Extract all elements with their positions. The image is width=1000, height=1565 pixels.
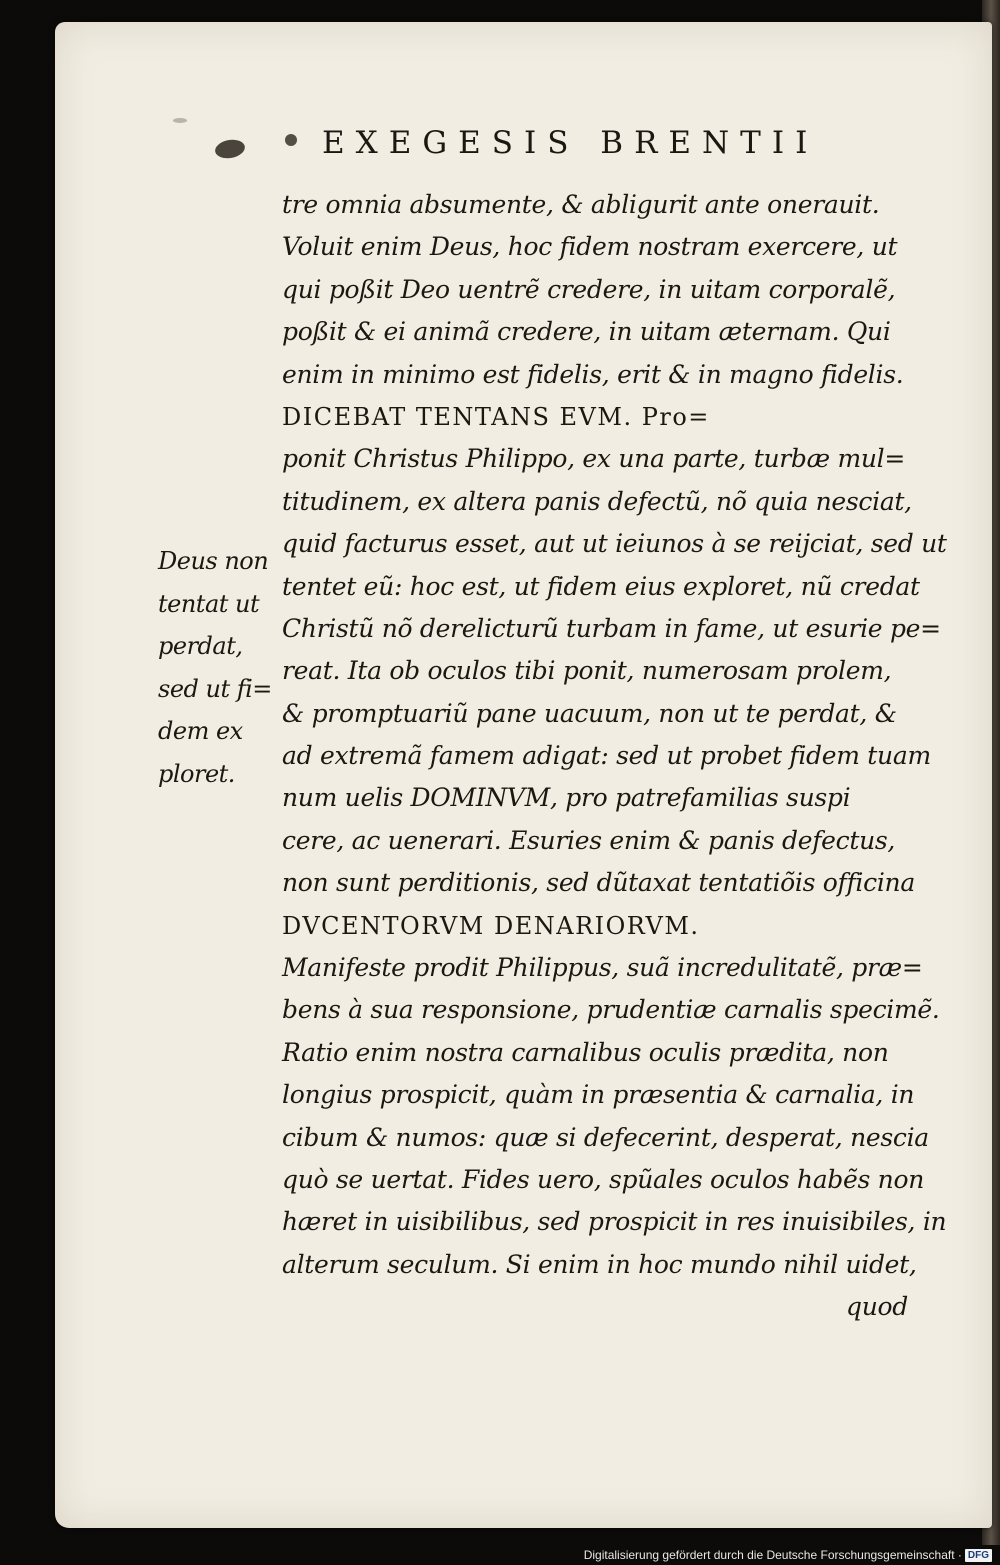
text-line: cibum & numos: quæ si defecerint, desperat, nescia [282,1122,929,1152]
main-text-block [282,184,947,1329]
text-line: reat. Ita ob oculos tibi ponit, numerosam prolem, [282,656,892,686]
text-line: titudinem, ex altera panis defectũ, nõ quia nesciat, [282,486,912,516]
ink-stain [285,134,297,146]
text-line: poßit & ei animã credere, in uitam æternam. Qui [282,317,891,347]
text-line: quid facturus esset, aut ut ieiunos à se reijciat, sed ut [282,529,947,559]
text-line: Ratio enim nostra carnalibus oculis prædita, non [282,1037,889,1067]
text-line: non sunt perditionis, sed dũtaxat tentatiõis officina [282,868,915,898]
marginal-note [158,540,278,795]
text-line: ponit Christus Philippo, ex una parte, turbæ mul= [282,444,906,474]
text-line: alterum seculum. Si enim in hoc mundo nihil uidet, [282,1249,917,1279]
text-line: num uelis DOMINVM, pro patrefamilias suspi [282,783,851,813]
marginal-note-line: sed ut fi= [158,674,272,703]
text-line-lemma: DVCENTORVM DENARIORVM. [282,911,700,940]
text-line: quò se uertat. Fides uero, spũales oculos habẽs non [282,1164,925,1194]
marginal-note-line: Deus non [158,547,269,575]
ink-stain [214,138,247,161]
text-line: tentet eũ: hoc est, ut fidem eius exploret, nũ credat [282,571,920,601]
marginal-note-line: perdat, [158,632,243,660]
text-line: bens à sua responsione, prudentiæ carnalis specimẽ. [282,995,940,1025]
text-line: cere, ac uenerari. Esuries enim & panis defectus, [282,825,896,855]
text-line: Manifeste prodit Philippus, suã incredulitatẽ, præ= [282,953,923,983]
text-line: Christũ nõ derelicturũ turbam in fame, ut esurie pe= [282,613,941,643]
text-line: enim in minimo est fidelis, erit & in magno fidelis. [282,359,904,389]
digitization-credit [584,1548,992,1562]
catchword: quod [846,1292,908,1322]
dfg-logo: DFG [965,1549,992,1562]
ink-stain [173,118,187,123]
marginal-note-line: tentat ut [158,589,260,618]
text-line: tre omnia absumente, & abligurit ante onerauit. [282,190,880,219]
text-line: Voluit enim Deus, hoc fidem nostram exercere, ut [282,232,898,262]
credit-text: Digitalisierung gefördert durch die Deutsche Forschungsgemeinschaft · [583,1548,962,1562]
text-line: & promptuariũ pane uacuum, non ut te perdat, & [282,698,897,728]
text-line-lemma: DICEBAT TENTANS EVM. Pro= [282,402,710,431]
text-line: hæret in uisibilibus, sed prospicit in res inuisibiles, in [282,1207,947,1237]
text-line: qui poßit Deo uentrẽ credere, in uitam corporalẽ, [282,274,896,304]
marginal-note-line: dem ex [158,717,243,745]
marginal-note-line: ploret. [158,759,235,788]
text-line: longius prospicit, quàm in præsentia & carnalia, in [282,1080,915,1110]
text-line: ad extremã famem adigat: sed ut probet fidem tuam [282,741,931,771]
running-header: EXEGESIS BRENTII [322,125,819,161]
